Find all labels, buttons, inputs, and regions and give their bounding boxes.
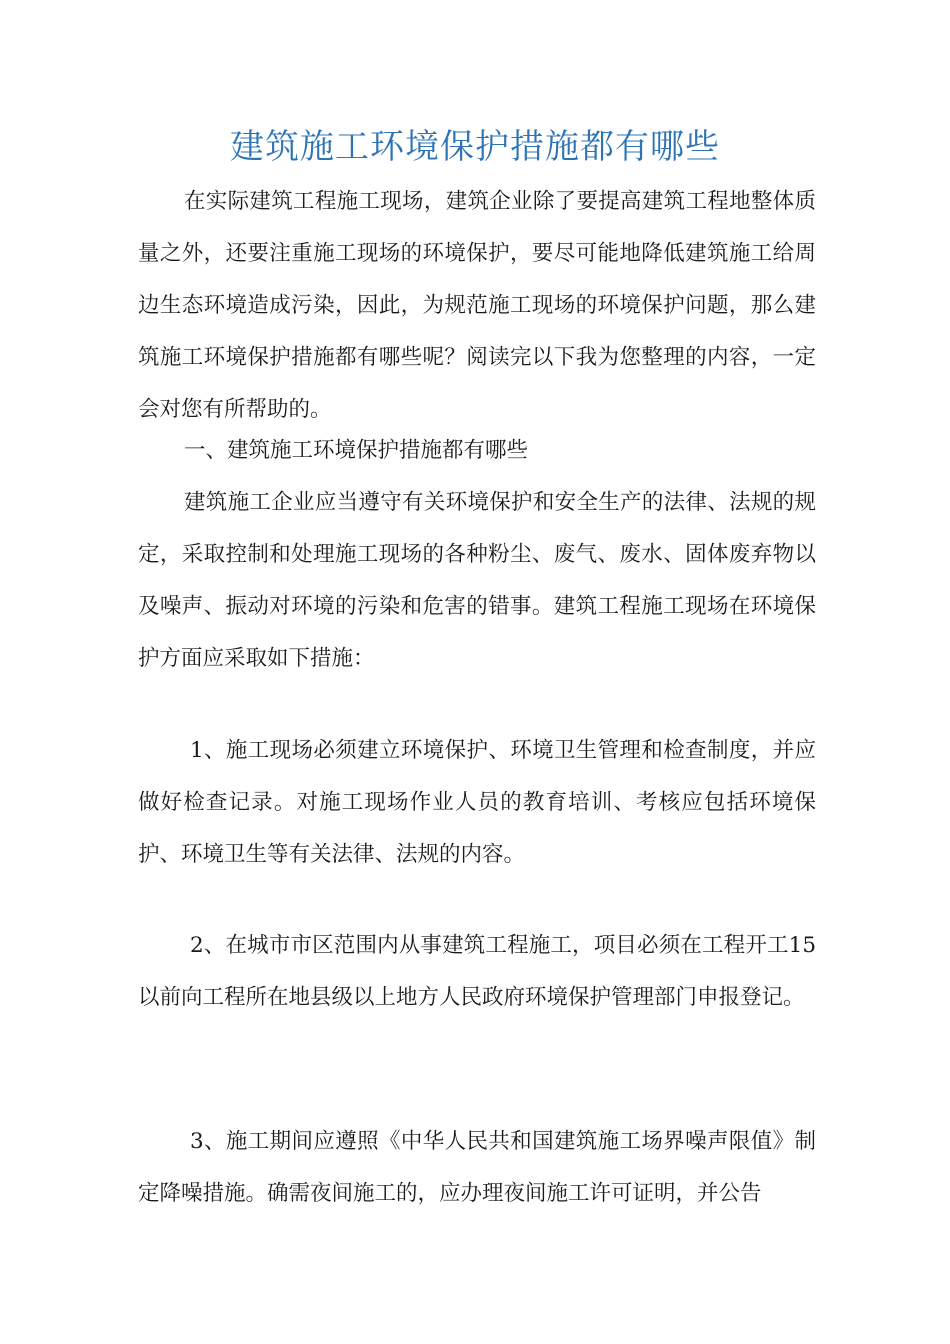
- section-paragraph: 建筑施工企业应当遵守有关环境保护和安全生产的法律、法规的规定，采取控制和处理施工现场的各种粉尘、废气、废水、固体废弃物以及噪声、振动对环境的污染和危害的错事。建筑工程施工现场在环境保护方面应采取如下措施：: [138, 490, 816, 671]
- list-item-2: 2、在城市市区范围内从事建筑工程施工，项目必须在工程开工15以前向工程所在地县级以上地方人民政府环境保护管理部门申报登记。: [138, 933, 816, 1010]
- intro-paragraph: 在实际建筑工程施工现场，建筑企业除了要提高建筑工程地整体质量之外，还要注重施工现场的环境保护，要尽可能地降低建筑施工给周边生态环境造成污染，因此，为规范施工现场的环境保护问题，那么建筑施工环境保护措施都有哪些呢？阅读完以下我为您整理的内容，一定会对您有所帮助的。: [138, 189, 816, 422]
- list-item-1: 1、施工现场必须建立环境保护、环境卫生管理和检查制度，并应做好检查记录。对施工现场作业人员的教育培训、考核应包括环境保护、环境卫生等有关法律、法规的内容。: [138, 738, 816, 867]
- document-title: 建筑施工环境保护措施都有哪些: [230, 126, 720, 167]
- section-heading: 一、建筑施工环境保护措施都有哪些: [184, 438, 529, 463]
- list-item-3: 3、施工期间应遵照《中华人民共和国建筑施工场界噪声限值》制定降噪措施。确需夜间施工的，应办理夜间施工许可证明，并公告: [138, 1129, 816, 1206]
